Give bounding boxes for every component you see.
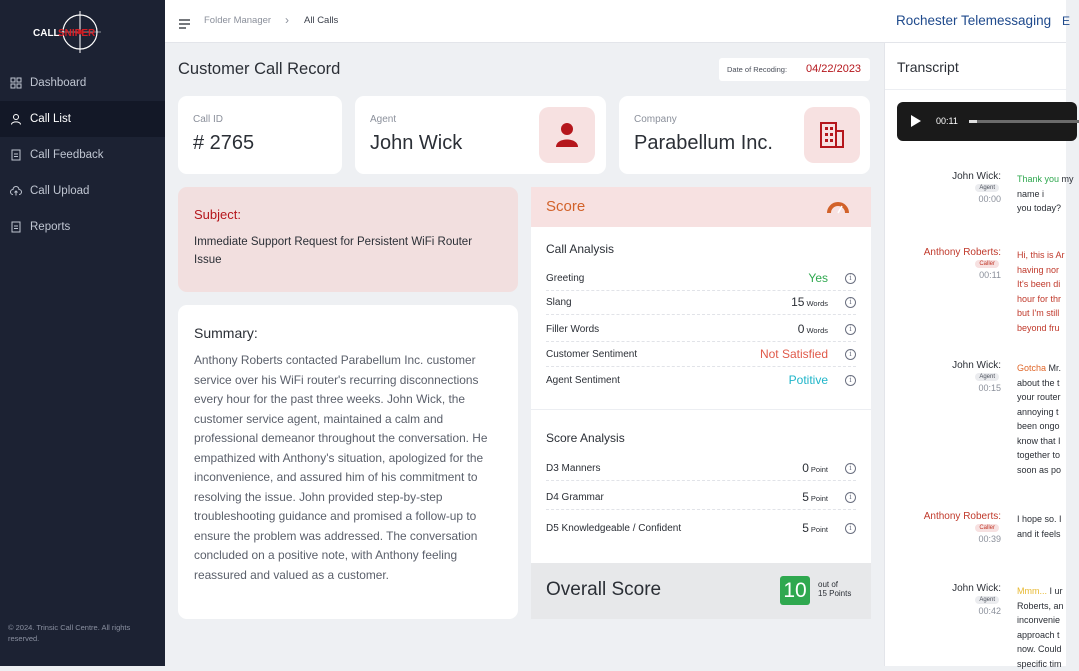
page-title: Customer Call Record (178, 60, 341, 78)
sidebar-item-label: Reports (30, 221, 71, 233)
message-text (1017, 248, 1077, 335)
score-row-knowledgeable (546, 521, 856, 541)
transcript-title: Transcript (897, 59, 959, 75)
breadcrumb-folder-manager[interactable]: Folder Manager (204, 15, 272, 26)
role-badge: Caller (975, 260, 999, 268)
message-text (1017, 512, 1077, 541)
agent-value: John Wick (370, 132, 463, 154)
row-label: Filler Words (546, 324, 600, 335)
row-label: Agent Sentiment (546, 375, 620, 386)
row-label: D5 Knowledgeable / Confident (546, 523, 682, 534)
score-row-grammar (546, 490, 856, 510)
audio-player[interactable] (897, 102, 1077, 141)
analysis-row-customer-sentiment (546, 347, 856, 367)
info-icon[interactable]: i (845, 523, 856, 534)
progress-fill (969, 120, 977, 123)
sidebar-item-label: Call Upload (30, 185, 90, 197)
message-text (1017, 584, 1077, 671)
score-header (531, 187, 871, 227)
timestamp: 00:00 (978, 194, 1001, 204)
row-value (802, 521, 828, 535)
analysis-row-slang (546, 295, 856, 315)
user-icon (10, 113, 22, 125)
analysis-row-filler-words (546, 322, 856, 342)
sidebar-item-call-feedback[interactable] (0, 137, 165, 173)
grid-icon (10, 77, 22, 89)
speaker-name: John Wick: (952, 171, 1001, 182)
sidebar-nav (0, 65, 165, 245)
recording-date (719, 58, 870, 81)
row-unit: Point (810, 465, 828, 474)
score-title: Score (546, 198, 586, 215)
play-icon[interactable] (911, 115, 921, 127)
score-panel (531, 187, 871, 619)
message-text (1017, 172, 1077, 216)
row-value (798, 322, 828, 336)
message-lead: Mmm... (1017, 586, 1047, 596)
building-icon (804, 107, 860, 163)
overall-label: Overall Score (546, 579, 662, 600)
speaker-name: John Wick: (952, 583, 1001, 594)
row-number: 5 (802, 521, 809, 535)
analysis-row-agent-sentiment (546, 373, 856, 393)
document-icon (10, 149, 22, 161)
agent-card (355, 96, 606, 174)
timestamp: 00:11 (979, 270, 1001, 280)
timestamp: 00:42 (978, 606, 1001, 616)
info-icon[interactable]: i (845, 297, 856, 308)
chevron-right-icon: › (285, 13, 289, 27)
summary-panel (178, 305, 518, 619)
score-row-manners (546, 461, 856, 481)
role-badge: Agent (975, 596, 999, 604)
speaker-name: Anthony Roberts: (923, 511, 1001, 522)
app-logo[interactable] (0, 0, 165, 64)
copyright: © 2024. Trinsic Call Centre. All rights reserved. (8, 623, 131, 643)
subject-heading: Subject: (194, 207, 241, 222)
info-icon[interactable]: i (845, 463, 856, 474)
breadcrumb-all-calls[interactable]: All Calls (304, 15, 339, 26)
row-unit: Point (810, 525, 828, 534)
summary-text: Anthony Roberts contacted Parabellum Inc. customer service over his WiFi router's recurring disconnections every hour for the past three weeks. John Wick, the customer service agent, maintained a calm and professional demeanor throughout the conversation. He empathized with Anthony's situation, apologized for the inconvenience, and assured him of his commitment to resolving the issue. John provided step-by-step troubleshooting guidance and promised a follow-up to ensure the problem was addressed. The conversation concluded on a positive note, with Anthony feeling reassured and valued as a customer. (194, 353, 488, 582)
overall-score (531, 563, 871, 619)
summary-heading: Summary: (194, 325, 258, 341)
info-icon[interactable]: i (845, 349, 856, 360)
person-icon (539, 107, 595, 163)
row-number: 0 (802, 461, 809, 475)
score-analysis-title: Score Analysis (546, 431, 625, 445)
row-value: Not Satisfied (759, 347, 828, 361)
date-label: Date of Recoding: (727, 65, 788, 74)
message-text (1017, 361, 1077, 477)
speaker-name: Anthony Roberts: (923, 247, 1001, 258)
progress-bar[interactable] (969, 120, 1079, 123)
subject-text: Immediate Support Request for Persistent WiFi Router Issue (194, 236, 473, 266)
call-id-value: # 2765 (193, 132, 255, 154)
overall-value: 10 (780, 576, 810, 605)
sidebar-item-label: Call Feedback (30, 149, 104, 161)
row-label: Slang (546, 297, 572, 308)
row-unit: Words (806, 299, 828, 308)
date-value: 04/22/2023 (806, 63, 862, 75)
row-number: 5 (802, 490, 809, 504)
player-time: 00:11 (936, 116, 958, 126)
info-icon[interactable]: i (845, 375, 856, 386)
company-label: Company (634, 114, 677, 125)
divider (885, 89, 1067, 90)
role-badge: Caller (975, 524, 999, 532)
sidebar-item-dashboard[interactable] (0, 65, 165, 101)
timestamp: 00:15 (978, 383, 1001, 393)
info-icon[interactable]: i (845, 273, 856, 284)
company-value: Parabellum Inc. (634, 132, 773, 154)
timestamp: 00:39 (978, 534, 1001, 544)
role-badge: Agent (975, 184, 999, 192)
message-lead: Gotcha (1017, 363, 1047, 373)
message-body: having nor It's been di hour for thr but I'm still beyond fru (1017, 264, 1062, 333)
svg-text:CALL: CALL (33, 28, 60, 39)
company-card (619, 96, 870, 174)
company-name: Rochester Telemessaging (896, 13, 1052, 28)
message-lead: Thank you (1017, 174, 1060, 184)
row-number: 0 (797, 322, 805, 336)
subject-panel (178, 187, 518, 292)
row-value (802, 461, 828, 475)
row-label: Customer Sentiment (546, 349, 638, 360)
menu-icon[interactable] (179, 16, 190, 26)
message-lead: Hi, this is Ar (1017, 250, 1065, 260)
sidebar-item-call-upload[interactable] (0, 173, 165, 209)
overall-of-label: out of (818, 580, 839, 589)
sidebar-item-call-list[interactable] (0, 101, 165, 137)
row-label: D3 Manners (546, 463, 601, 474)
speaker-name: John Wick: (952, 360, 1001, 371)
sidebar-item-label: Call List (30, 113, 71, 125)
overall-max: 15 Points (818, 589, 852, 598)
row-number: 15 (791, 295, 805, 309)
row-value (791, 295, 828, 309)
cloud-upload-icon (10, 185, 22, 197)
info-icon[interactable]: i (845, 324, 856, 335)
document-icon (10, 221, 22, 233)
company-name-trail: E (1062, 14, 1071, 28)
analysis-row-greeting (546, 271, 856, 291)
message-body: I ur Roberts, an inconvenie approach t now. Could specific tim (1017, 586, 1064, 669)
call-id-label: Call ID (193, 114, 224, 125)
info-icon[interactable]: i (845, 492, 856, 503)
message-body: I hope so. I and it feels (1017, 514, 1062, 539)
sidebar-item-label: Dashboard (30, 77, 87, 89)
divider (531, 409, 871, 410)
transcript-panel (884, 43, 1074, 669)
row-unit: Words (806, 326, 828, 335)
call-id-card (178, 96, 342, 174)
call-analysis-title: Call Analysis (546, 242, 615, 256)
sidebar (0, 0, 165, 666)
message-body: my name i you today? (1017, 174, 1074, 213)
top-header (165, 0, 1071, 43)
sidebar-item-reports[interactable] (0, 209, 165, 245)
gauge-icon (827, 200, 849, 214)
svg-text:SNIPER: SNIPER (58, 28, 96, 39)
message-body: Mr. about the t your router annoying t been ongo know that I together to soon as po (1017, 363, 1062, 475)
row-value: Potitive (788, 373, 828, 387)
role-badge: Agent (975, 373, 999, 381)
row-label: Greeting (546, 273, 585, 284)
row-unit: Point (810, 494, 828, 503)
row-value (802, 490, 828, 504)
agent-label: Agent (370, 114, 397, 125)
row-value: Yes (808, 271, 828, 285)
overall-of (818, 580, 851, 598)
row-label: D4 Grammar (546, 492, 604, 503)
